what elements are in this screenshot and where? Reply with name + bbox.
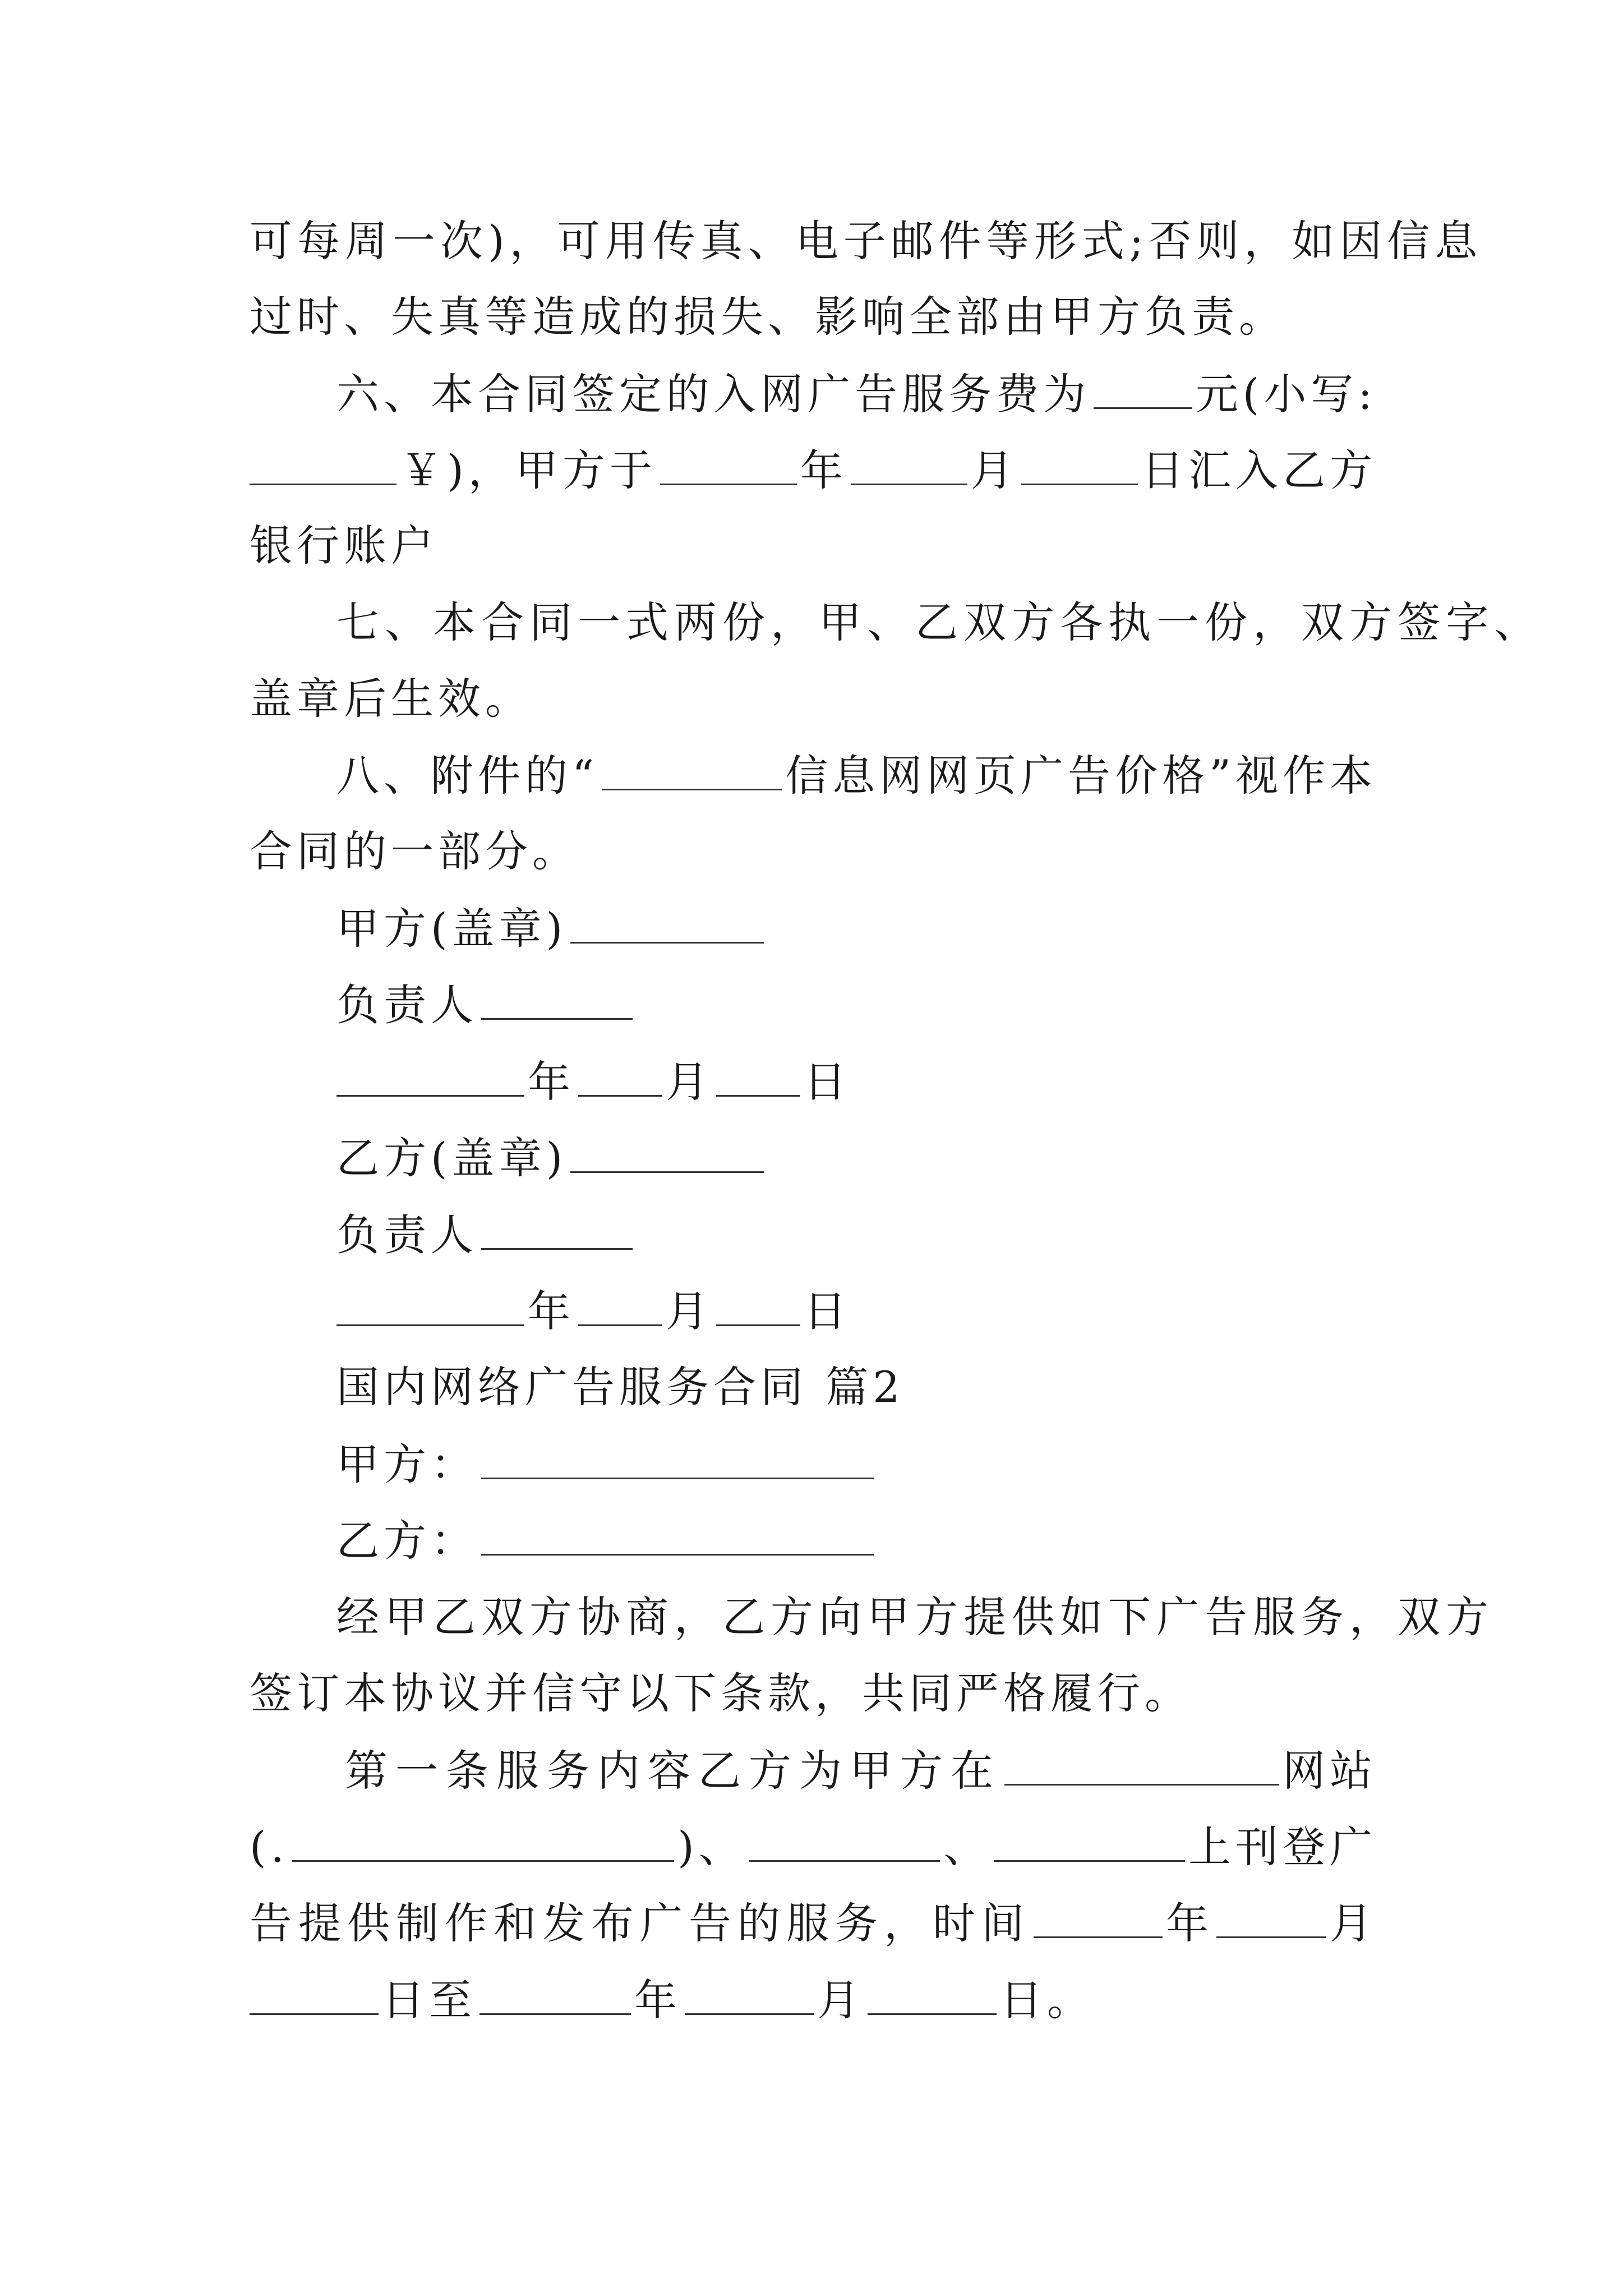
- party-b-person-line: 负责人: [336, 1213, 636, 1257]
- article-one-line-2: (. )、 、 上刊登广: [250, 1822, 1377, 1872]
- fee-amount-blank: [1094, 372, 1192, 409]
- section-two-party-a-blank: [481, 1443, 874, 1479]
- party-b-day-blank: [716, 1290, 800, 1326]
- party-a-day-blank: [716, 1060, 800, 1097]
- party-a-date-line: 年 月 日: [336, 1060, 851, 1103]
- pay-year-blank: [660, 449, 797, 485]
- clause-six-line-2: ￥)，甲方于 年 月 日汇入乙方: [250, 449, 1377, 492]
- end-month-blank: [685, 1978, 814, 2015]
- paragraph-five-line-2: 过时、失真等造成的损失、影响全部由甲方负责。: [250, 292, 1286, 342]
- start-year-blank: [1034, 1902, 1163, 1938]
- party-a-person-line: 负责人: [336, 983, 636, 1027]
- party-a-seal-blank: [570, 907, 764, 944]
- party-b-year-blank: [336, 1290, 524, 1326]
- clause-six-line-3: 银行账户: [250, 521, 438, 570]
- clause-seven-line-1: 七、本合同一式两份，甲、乙双方各执一份，双方签字、: [336, 597, 1542, 647]
- paragraph-five-line-1: [250, 216, 1483, 266]
- attachment-name-blank: [602, 754, 782, 790]
- party-b-person-blank: [481, 1213, 633, 1250]
- channel-two-blank: [994, 1825, 1185, 1862]
- party-b-seal-line: 乙方(盖章): [336, 1137, 767, 1180]
- text: 可每周一次)，可用传真、电子邮件等形式;否则，如因信息: [250, 216, 1483, 266]
- clause-eight-line-2: 合同的一部分。: [250, 826, 579, 876]
- article-one-line-1: 第一条服务内容乙方为甲方在 网站: [345, 1746, 1377, 1796]
- party-a-year-blank: [336, 1060, 524, 1097]
- party-a-person-blank: [481, 983, 633, 1020]
- channel-one-blank: [749, 1825, 940, 1862]
- article-one-line-3: 告提供制作和发布广告的服务，时间 年 月: [250, 1898, 1377, 1948]
- party-a-month-blank: [578, 1060, 662, 1097]
- section-two-heading: 国内网络广告服务合同 篇2: [336, 1362, 905, 1412]
- clause-seven-line-2: 盖章后生效。: [250, 674, 532, 724]
- clause-six-line-1: 六、本合同签定的入网广告服务费为 元(小写:: [336, 369, 1377, 419]
- section-two-intro-line-2: 签订本协议并信守以下条款，共同严格履行。: [250, 1668, 1192, 1718]
- start-day-blank: [250, 1978, 379, 2015]
- section-two-party-b-blank: [481, 1519, 874, 1556]
- website-name-blank: [1004, 1749, 1279, 1786]
- pay-month-blank: [851, 449, 967, 485]
- party-b-date-line: 年 月 日: [336, 1290, 851, 1333]
- start-month-blank: [1216, 1902, 1326, 1938]
- party-b-seal-blank: [570, 1137, 764, 1173]
- pay-day-blank: [1021, 449, 1138, 485]
- party-a-seal-line: 甲方(盖章): [336, 907, 767, 950]
- end-day-blank: [868, 1978, 997, 2015]
- fee-lowercase-blank: [250, 449, 396, 485]
- party-b-month-blank: [578, 1290, 662, 1326]
- section-two-party-b: 乙方：: [336, 1519, 877, 1562]
- end-year-blank: [479, 1978, 631, 2015]
- article-one-line-4: 日至 年 月 日。: [250, 1978, 1094, 2022]
- section-two-party-a: 甲方：: [336, 1443, 877, 1486]
- clause-eight-line-1: 八、附件的“ 信息网网页广告价格”视作本: [336, 751, 1377, 800]
- section-two-intro-line-1: 经甲乙双方协商，乙方向甲方提供如下广告服务，双方: [336, 1592, 1494, 1642]
- website-url-blank: [292, 1825, 674, 1862]
